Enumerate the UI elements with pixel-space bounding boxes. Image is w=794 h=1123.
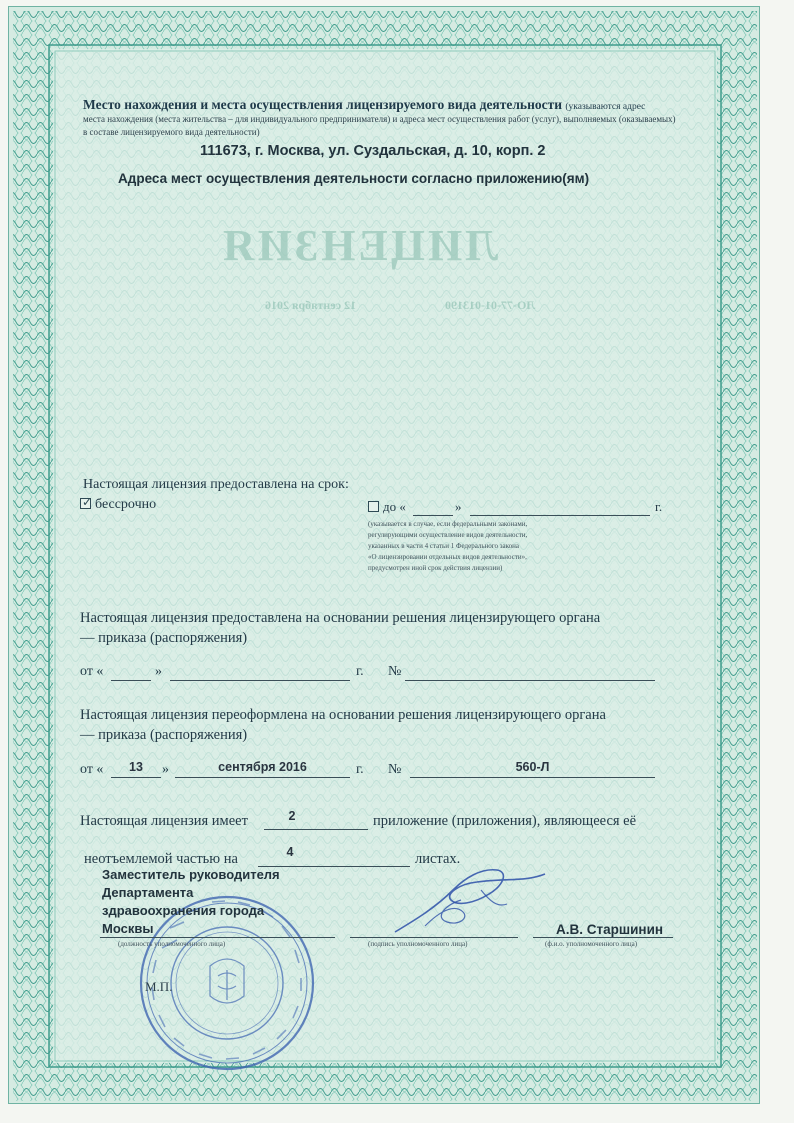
location-note-2: места нахождения (места жительства – для индивидуального предпринимателя) и адреса мест осуществления работ (услуг), выполняемых (оказываемых) bbox=[83, 114, 676, 124]
term-note-1: (указывается в случае, если федеральными законами, bbox=[368, 520, 528, 528]
term-indefinite-text: бессрочно bbox=[95, 497, 157, 512]
reissue-number: 560-Л bbox=[515, 760, 550, 774]
handwritten-signature-icon bbox=[385, 860, 555, 940]
address: 111673, г. Москва, ул. Суздальская, д. 10, корп. 2 bbox=[200, 143, 546, 159]
grant-quote-close: » bbox=[155, 664, 162, 679]
location-title bbox=[83, 97, 645, 113]
term-note-3: указанных в части 4 статьи 1 Федерального закона bbox=[368, 542, 520, 550]
reissue-line-1: Настоящая лицензия переоформлена на основании решения лицензирующего органа bbox=[80, 707, 606, 723]
reissue-line-2: — приказа (распоряжения) bbox=[80, 727, 248, 743]
position-line-1: Заместитель руководителя bbox=[102, 867, 280, 882]
reissue-date-line bbox=[175, 777, 350, 778]
term-label: Настоящая лицензия предоставлена на срок: bbox=[83, 477, 349, 492]
checkbox-until-icon[interactable] bbox=[368, 501, 379, 512]
signatory-position bbox=[102, 866, 280, 938]
grant-date-line bbox=[170, 680, 350, 681]
term-note-5: предусмотрен иной срок действия лицензии) bbox=[368, 564, 503, 572]
position-line-2: Департамента bbox=[102, 885, 194, 900]
position-line-3: здравоохранения города bbox=[102, 903, 265, 918]
position-line bbox=[100, 937, 335, 938]
appendix-text-4: листах. bbox=[415, 851, 461, 867]
term-note-2: регулирующими осуществление видов деятельности, bbox=[368, 531, 528, 539]
reissue-day: 13 bbox=[129, 760, 143, 774]
caption-position: (должность уполномоченного лица) bbox=[118, 940, 226, 948]
term-year-suffix: г. bbox=[655, 499, 663, 514]
grant-year-suffix: г. bbox=[356, 664, 364, 679]
position-line-4: Москвы bbox=[102, 921, 154, 936]
location-note-3: в составе лицензируемого вида деятельности) bbox=[83, 127, 260, 137]
location-title-text: Место нахождения и места осуществления лицензируемого вида деятельности bbox=[83, 97, 562, 112]
bleed-through-number: ЛО-77-01-013190 bbox=[445, 298, 536, 312]
bleed-through-date: 12 сентября 2016 bbox=[265, 298, 357, 312]
reissue-number-line bbox=[410, 777, 655, 778]
term-note-4: «О лицензировании отдельных видов деятельности», bbox=[368, 553, 527, 561]
term-until-prefix: до « bbox=[383, 499, 406, 514]
reissue-month-year: сентября 2016 bbox=[218, 760, 307, 774]
reissue-number-sign: № bbox=[388, 762, 402, 777]
grant-from: от « bbox=[80, 664, 104, 679]
grant-line-2: — приказа (распоряжения) bbox=[80, 630, 248, 646]
checkbox-indefinite-icon[interactable]: ✓ bbox=[82, 495, 93, 509]
appendix-count-line bbox=[264, 829, 368, 830]
reissue-from: от « bbox=[80, 762, 104, 777]
appendix-text-1: Настоящая лицензия имеет bbox=[80, 813, 248, 829]
term-until[interactable] bbox=[368, 499, 406, 515]
appendix-text-2: приложение (приложения), являющееся её bbox=[373, 813, 637, 829]
addresses-reference: Адреса мест осуществления деятельности согласно приложению(ям) bbox=[118, 171, 590, 186]
reissue-year-suffix: г. bbox=[356, 762, 364, 777]
grant-number-line bbox=[405, 680, 655, 681]
appendix-sheets: 4 bbox=[286, 845, 294, 859]
term-date-line bbox=[470, 515, 650, 516]
grant-line-1: Настоящая лицензия предоставлена на основании решения лицензирующего органа bbox=[80, 610, 601, 626]
caption-signature: (подпись уполномоченного лица) bbox=[368, 940, 468, 948]
term-indefinite[interactable] bbox=[80, 497, 156, 513]
term-until-mid: » bbox=[455, 499, 462, 514]
term-day-line bbox=[413, 515, 453, 516]
caption-name: (ф.и.о. уполномоченного лица) bbox=[545, 940, 638, 948]
appendix-text-3: неотъемлемой частью на bbox=[84, 851, 238, 867]
seal-mark: М.П. bbox=[145, 979, 173, 994]
reissue-day-line bbox=[111, 777, 161, 778]
location-note-1: (указываются адрес bbox=[565, 102, 646, 112]
reissue-quote-close: » bbox=[162, 762, 169, 777]
signatory-name: А.В. Старшинин bbox=[556, 922, 664, 937]
bleed-through-title: ЛИЦЕНЗИЯ bbox=[220, 221, 499, 270]
grant-day-line bbox=[111, 680, 151, 681]
grant-number-sign: № bbox=[388, 664, 402, 679]
appendix-count: 2 bbox=[288, 809, 296, 823]
